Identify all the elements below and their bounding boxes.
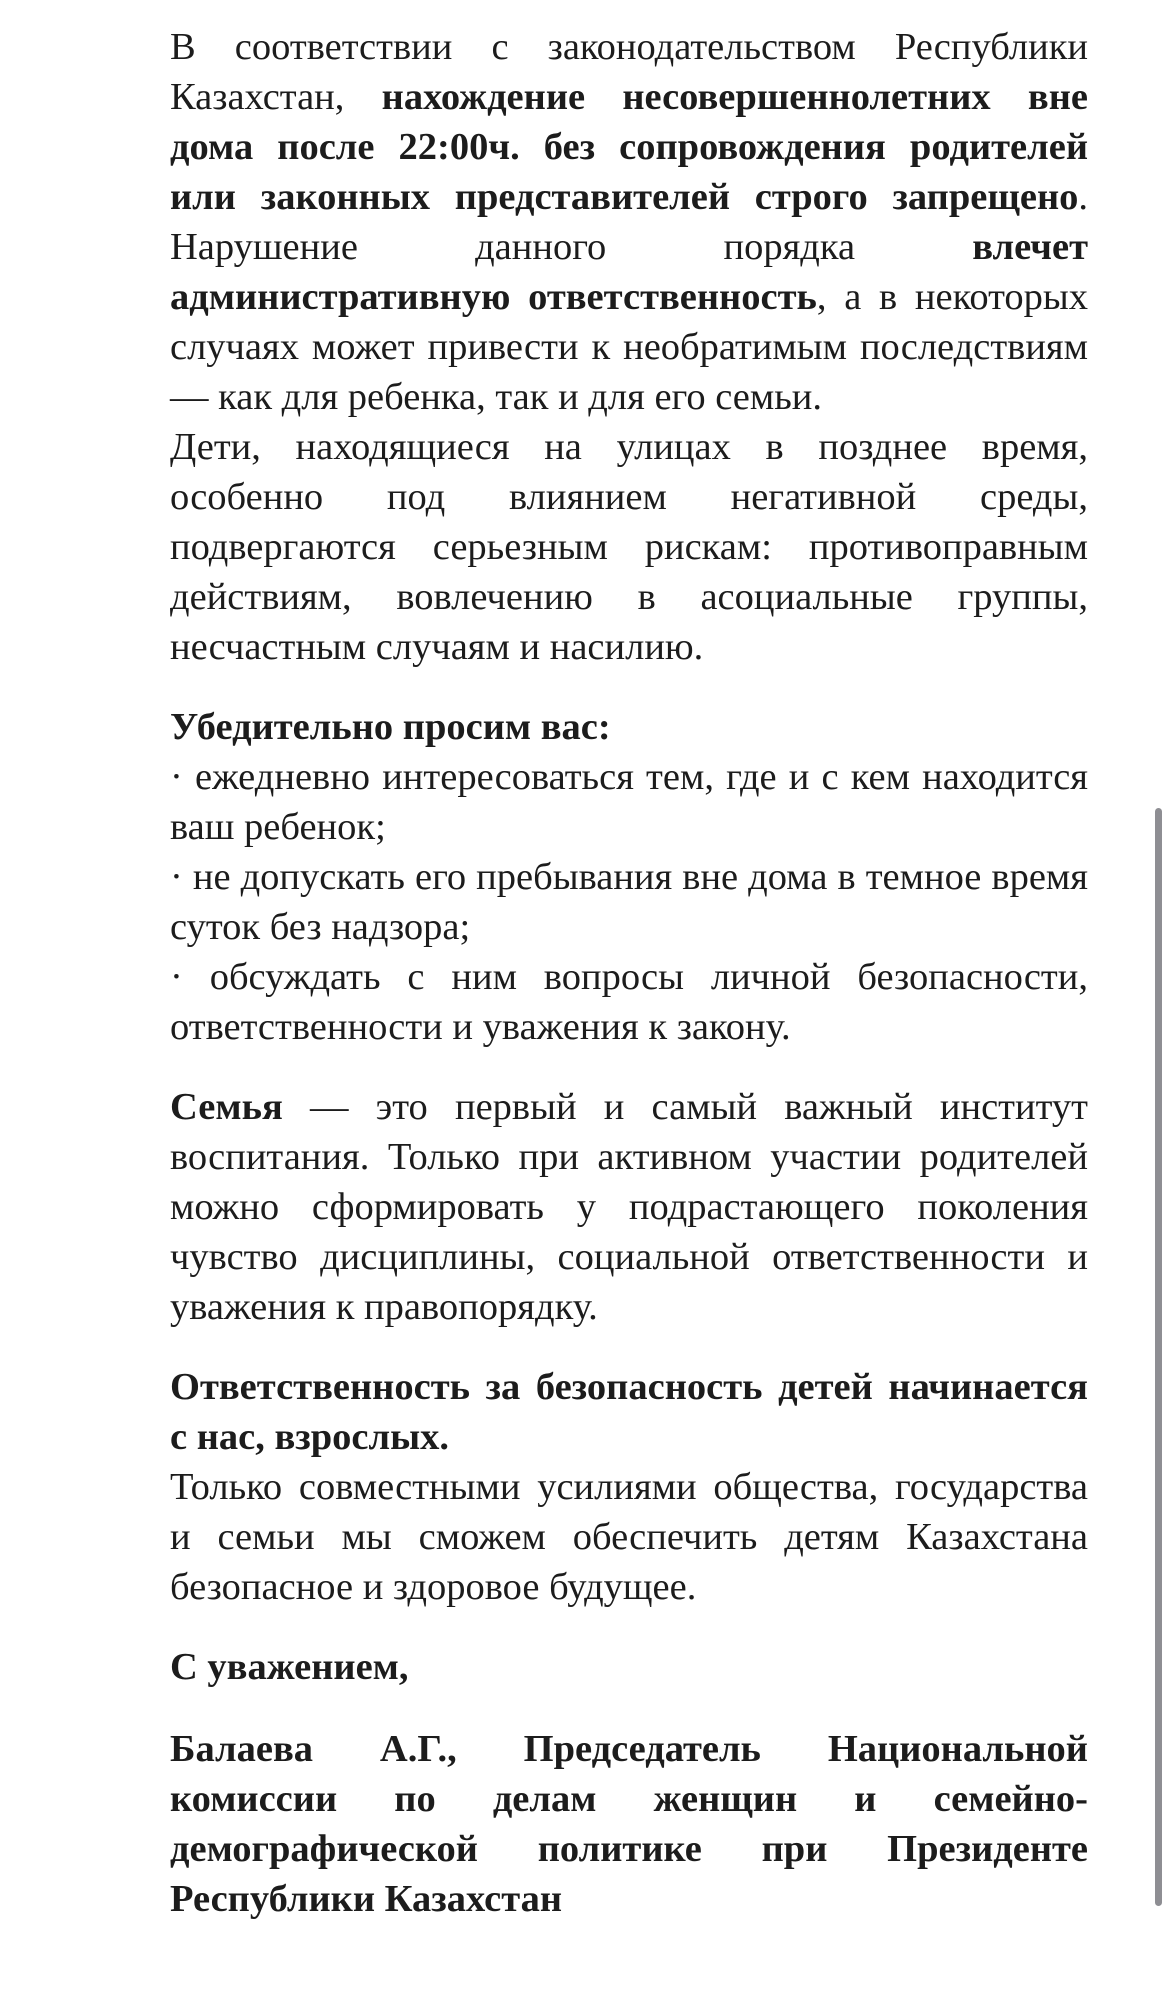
request-heading: Убедительно просим вас:: [170, 706, 611, 748]
document-body: [170, 22, 1088, 1924]
family-paragraph: Семья — это первый и самый важный институт воспитания. Только при активном участии родителей можно сформировать у подрастающего поколения чувство дисциплины, социальной ответственности и уважения к правопорядку.: [170, 1086, 1088, 1328]
intro-paragraph: В соответствии с законодательством Республики Казахстан, нахождение несовершеннолетних вне дома после 22:00ч. без сопровождения родителей или законных представителей строго запрещено. Нарушение данного порядка влечет административную ответственность, а в некоторых случаях может привести к необратимым последствиям — как для ребенка, так и для его семьи.: [170, 26, 1089, 418]
bullet-item: · обсуждать с ним вопросы личной безопасности, ответственности и уважения к закону.: [170, 956, 1088, 1048]
vertical-scrollbar[interactable]: [1155, 808, 1162, 1906]
curfew-rule-text: нахождение несовершеннолетних вне дома после 22:00ч. без сопровождения родителей или законных представителей строго запрещено: [170, 76, 1088, 218]
closing-line: С уважением,: [170, 1646, 409, 1688]
signature-block: Балаева А.Г., Председатель Национальной комиссии по делам женщин и семейно-демографической политике при Президенте Республики Казахстан: [170, 1728, 1088, 1920]
bullet-item: · не допускать его пребывания вне дома в темное время суток без надзора;: [170, 856, 1088, 948]
responsibility-paragraph: Только совместными усилиями общества, государства и семьи мы сможем обеспечить детям Казахстана безопасное и здоровое будущее.: [170, 1466, 1088, 1608]
risks-paragraph: Дети, находящиеся на улицах в позднее время, особенно под влиянием негативной среды, подвергаются серьезным рискам: противоправным действиям, вовлечению в асоциальные группы, несчастным случаям и насилию.: [170, 426, 1088, 668]
bullet-item: · ежедневно интересоваться тем, где и с кем находится ваш ребенок;: [170, 756, 1089, 848]
liability-text: влечет административную ответственность: [170, 226, 1088, 318]
bullet-icon: ·: [170, 856, 183, 898]
bullet-icon: ·: [170, 956, 183, 998]
bullet-icon: ·: [170, 756, 183, 798]
responsibility-heading: Ответственность за безопасность детей начинается с нас, взрослых.: [170, 1366, 1088, 1458]
